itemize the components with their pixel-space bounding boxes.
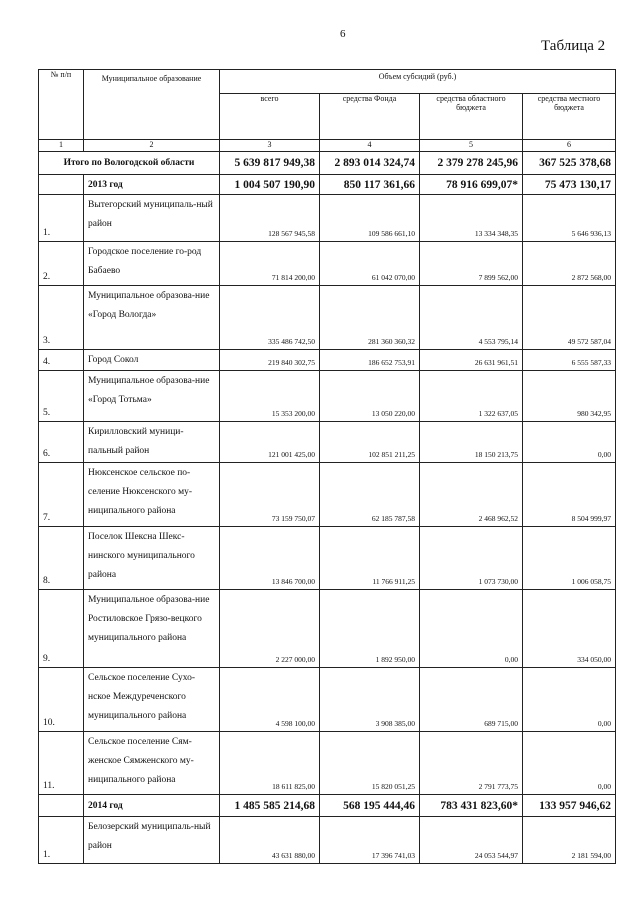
header-fund: средства Фонда xyxy=(320,94,420,140)
header-regional: средства областного бюджета xyxy=(420,94,523,140)
grand-total-row xyxy=(39,152,616,175)
row-municipality: Кирилловский муници-пальный район xyxy=(84,422,220,463)
table-row xyxy=(39,242,616,286)
year-2013-total: 1 004 507 190,90 xyxy=(220,175,320,195)
table-row xyxy=(39,286,616,350)
row-municipality: Нюксенское сельское по-селение Нюксенского му-ниципального района xyxy=(84,463,220,527)
row-local: 5 646 936,13 xyxy=(523,195,616,242)
table-row xyxy=(39,422,616,463)
row-index: 3. xyxy=(39,286,84,350)
header-local: средства местного бюджета xyxy=(523,94,616,140)
row-total: 4 598 100,00 xyxy=(220,668,320,732)
table-row xyxy=(39,195,616,242)
row-index: 6. xyxy=(39,422,84,463)
row-total: 15 353 200,00 xyxy=(220,371,320,422)
row-index: 1. xyxy=(39,817,84,864)
row-municipality: Муниципальное образова-ние «Город Тотьма» xyxy=(84,371,220,422)
year-2014-row xyxy=(39,795,616,817)
table-row xyxy=(39,527,616,590)
header-municipality: Муниципальное образование xyxy=(84,70,220,140)
year-2014-total: 1 485 585 214,68 xyxy=(220,795,320,817)
grand-total-total: 5 639 817 949,38 xyxy=(220,152,320,175)
row-total: 219 840 302,75 xyxy=(220,350,320,371)
row-local: 2 181 594,00 xyxy=(523,817,616,864)
grand-total-label: Итого по Вологодской области xyxy=(39,152,220,175)
row-regional: 0,00 xyxy=(420,590,523,668)
row-fund: 17 396 741,03 xyxy=(320,817,420,864)
year-2013-row xyxy=(39,175,616,195)
row-regional: 689 715,00 xyxy=(420,668,523,732)
header-number: 3 xyxy=(220,140,320,152)
row-index: 5. xyxy=(39,371,84,422)
row-total: 73 159 750,07 xyxy=(220,463,320,527)
row-fund: 15 820 051,25 xyxy=(320,732,420,795)
header-number: 6 xyxy=(523,140,616,152)
row-municipality: Поселок Шексна Шекс-нинского муниципального района xyxy=(84,527,220,590)
row-fund: 3 908 385,00 xyxy=(320,668,420,732)
row-fund: 186 652 753,91 xyxy=(320,350,420,371)
row-total: 2 227 000,00 xyxy=(220,590,320,668)
row-local: 334 050,00 xyxy=(523,590,616,668)
row-municipality: Городское поселение го-род Бабаево xyxy=(84,242,220,286)
page-number: 6 xyxy=(340,28,346,40)
row-regional: 26 631 961,51 xyxy=(420,350,523,371)
table-row xyxy=(39,668,616,732)
header-number: 2 xyxy=(84,140,220,152)
row-regional: 1 073 730,00 xyxy=(420,527,523,590)
year-2014-index xyxy=(39,795,84,817)
year-2014-local: 133 957 946,62 xyxy=(523,795,616,817)
row-municipality: Белозерский муниципаль-ный район xyxy=(84,817,220,864)
grand-total-fund: 2 893 014 324,74 xyxy=(320,152,420,175)
row-fund: 1 892 950,00 xyxy=(320,590,420,668)
row-municipality: Город Сокол xyxy=(84,350,220,371)
year-2014-label: 2014 год xyxy=(84,795,220,817)
grand-total-regional: 2 379 278 245,96 xyxy=(420,152,523,175)
row-index: 8. xyxy=(39,527,84,590)
row-index: 9. xyxy=(39,590,84,668)
row-municipality: Муниципальное образова-ние Ростиловское Грязо-вецкого муниципального района xyxy=(84,590,220,668)
row-total: 128 567 945,58 xyxy=(220,195,320,242)
row-total: 71 814 200,00 xyxy=(220,242,320,286)
row-local: 0,00 xyxy=(523,732,616,795)
row-municipality: Вытегорский муниципаль-ный район xyxy=(84,195,220,242)
row-regional: 2 791 773,75 xyxy=(420,732,523,795)
header-subsidy-group: Объем субсидий (руб.) xyxy=(220,70,616,94)
table-row xyxy=(39,817,616,864)
table-row xyxy=(39,590,616,668)
header-number: 4 xyxy=(320,140,420,152)
row-total: 335 486 742,50 xyxy=(220,286,320,350)
row-index: 1. xyxy=(39,195,84,242)
row-fund: 62 185 787,58 xyxy=(320,463,420,527)
table-row xyxy=(39,371,616,422)
row-regional: 1 322 637,05 xyxy=(420,371,523,422)
row-fund: 13 050 220,00 xyxy=(320,371,420,422)
row-total: 13 846 700,00 xyxy=(220,527,320,590)
table-row xyxy=(39,732,616,795)
year-2013-regional: 78 916 699,07* xyxy=(420,175,523,195)
header-number: 5 xyxy=(420,140,523,152)
row-total: 43 631 880,00 xyxy=(220,817,320,864)
header-total: всего xyxy=(220,94,320,140)
row-local: 0,00 xyxy=(523,422,616,463)
row-regional: 18 150 213,75 xyxy=(420,422,523,463)
table-row xyxy=(39,463,616,527)
table-caption: Таблица 2 xyxy=(541,38,606,54)
row-regional: 4 553 795,14 xyxy=(420,286,523,350)
row-local: 6 555 587,33 xyxy=(523,350,616,371)
year-2014-fund: 568 195 444,46 xyxy=(320,795,420,817)
year-2013-label: 2013 год xyxy=(84,175,220,195)
row-total: 18 611 825,00 xyxy=(220,732,320,795)
row-total: 121 001 425,00 xyxy=(220,422,320,463)
row-fund: 11 766 911,25 xyxy=(320,527,420,590)
year-2013-fund: 850 117 361,66 xyxy=(320,175,420,195)
year-2013-local: 75 473 130,17 xyxy=(523,175,616,195)
header-number: 1 xyxy=(39,140,84,152)
row-index: 7. xyxy=(39,463,84,527)
row-municipality: Сельское поселение Сухо-нское Междуреченского муниципального района xyxy=(84,668,220,732)
row-index: 2. xyxy=(39,242,84,286)
row-local: 1 006 058,75 xyxy=(523,527,616,590)
row-regional: 7 899 562,00 xyxy=(420,242,523,286)
row-fund: 61 042 070,00 xyxy=(320,242,420,286)
row-local: 0,00 xyxy=(523,668,616,732)
subsidy-table xyxy=(38,69,616,864)
row-fund: 109 586 661,10 xyxy=(320,195,420,242)
row-regional: 2 468 962,52 xyxy=(420,463,523,527)
row-municipality: Сельское поселение Сям-женское Сямженского му-ниципального района xyxy=(84,732,220,795)
row-local: 49 572 587,04 xyxy=(523,286,616,350)
row-local: 980 342,95 xyxy=(523,371,616,422)
row-local: 8 504 999,97 xyxy=(523,463,616,527)
row-index: 10. xyxy=(39,668,84,732)
row-regional: 13 334 348,35 xyxy=(420,195,523,242)
grand-total-local: 367 525 378,68 xyxy=(523,152,616,175)
year-2014-regional: 783 431 823,60* xyxy=(420,795,523,817)
table-row xyxy=(39,350,616,371)
row-fund: 102 851 211,25 xyxy=(320,422,420,463)
header-index: № п/п xyxy=(39,70,84,140)
year-2013-index xyxy=(39,175,84,195)
row-index: 4. xyxy=(39,350,84,371)
row-fund: 281 360 360,32 xyxy=(320,286,420,350)
row-index: 11. xyxy=(39,732,84,795)
row-municipality: Муниципальное образова-ние «Город Вологда» xyxy=(84,286,220,350)
row-local: 2 872 568,00 xyxy=(523,242,616,286)
row-regional: 24 053 544,97 xyxy=(420,817,523,864)
